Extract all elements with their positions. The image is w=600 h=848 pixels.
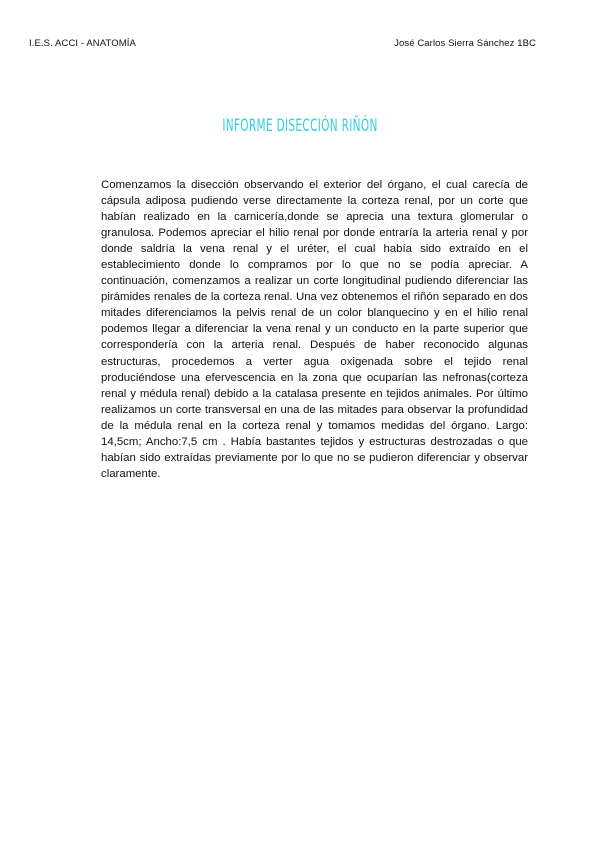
document-title: INFORME DISECCIÓN RIÑÓN [222,116,378,136]
header-author: José Carlos Sierra Sánchez 1BC [394,38,536,49]
document-body: Comenzamos la disección observando el exterior del órgano, el cual carecía de cápsula adiposa pudiendo verse directamente la corteza renal, por un corte que habían realizado en la carnicería,donde se aprecia una textura glomerular o granulosa. Podemos apreciar el hilio renal por donde entraría la arteria renal y por donde saldría la vena renal y el uréter, el cual había sido extraído en el establecimiento donde lo compramos por lo que no se podía apreciar. A continuación, comenzamos a realizar un corte longitudinal pudiendo diferenciar las pirámides renales de la corteza renal. Una vez obtenemos el riñón separado en dos mitades diferenciamos la pelvis renal de un color blanquecino y en el hilio renal podemos llegar a diferenciar la vena renal y un conducto en la parte superior que correspondería con la arteria renal. Después de haber reconocido algunas estructuras, procedemos a verter agua oxigenada sobre el tejido renal produciéndose una efervescencia en la zona que ocuparían las nefronas(corteza renal y médula renal) debido a la catalasa presente en tejidos animales. Por último realizamos un corte transversal en una de las mitades para observar la profundidad de la médula renal en la corteza renal y tomamos medidas del órgano. Largo: 14,5cm; Ancho:7,5 cm . Había bastantes tejidos y estructuras destrozadas o que habían sido extraídas previamente por lo que no se pudieron diferenciar y observar claramente. [101,179,528,480]
header-school-course: I.E.S. ACCI - ANATOMÍA [29,38,136,49]
